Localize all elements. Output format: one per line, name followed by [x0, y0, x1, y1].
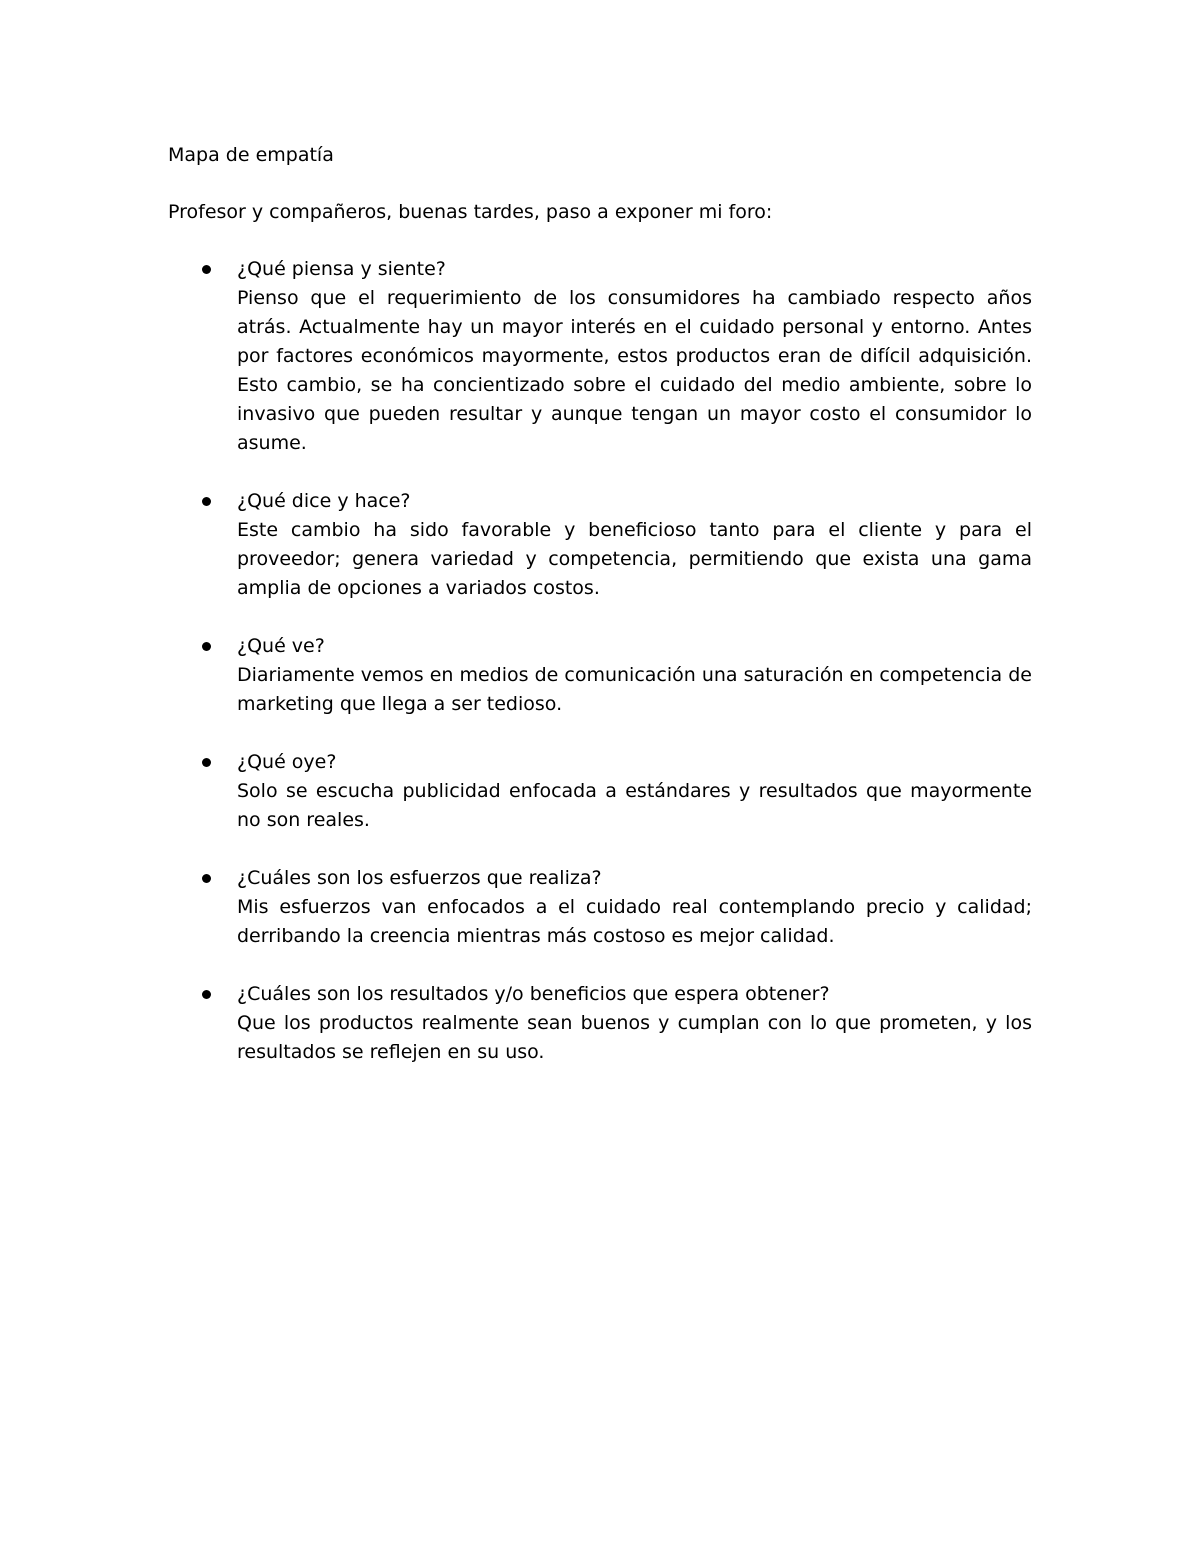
item-question: ¿Qué oye?	[237, 751, 337, 773]
list-item	[168, 980, 1032, 1067]
bullet-icon	[202, 497, 211, 506]
page-title: Mapa de empatía	[168, 144, 334, 166]
item-answer: Que los productos realmente sean buenos y cumplan con lo que prometen, y los resultados se reflejen en su uso.	[237, 1012, 1032, 1063]
item-answer: Pienso que el requerimiento de los consumidores ha cambiado respecto años atrás. Actualmente hay un mayor interés en el cuidado personal y entorno. Antes por factores económicos mayormente, estos productos eran de difícil adquisición. Esto cambio, se ha concientizado sobre el cuidado del medio ambiente, sobre lo invasivo que pueden resultar y aunque tengan un mayor costo el consumidor lo asume.	[237, 287, 1032, 454]
item-question: ¿Cuáles son los esfuerzos que realiza?	[237, 867, 602, 889]
list-item	[168, 748, 1032, 835]
list-item	[168, 632, 1032, 719]
list-item	[168, 864, 1032, 951]
list-item	[168, 255, 1032, 458]
intro-paragraph: Profesor y compañeros, buenas tardes, paso a exponer mi foro:	[168, 201, 773, 223]
item-question: ¿Qué dice y hace?	[237, 490, 411, 512]
item-question: ¿Cuáles son los resultados y/o beneficios que espera obtener?	[237, 983, 830, 1005]
bullet-icon	[202, 874, 211, 883]
item-question: ¿Qué ve?	[237, 635, 325, 657]
list-item	[168, 487, 1032, 603]
bullet-icon	[202, 265, 211, 274]
question-list	[168, 255, 1032, 1096]
item-answer: Diariamente vemos en medios de comunicación una saturación en competencia de marketing que llega a ser tedioso.	[237, 664, 1032, 715]
bullet-icon	[202, 758, 211, 767]
bullet-icon	[202, 990, 211, 999]
item-answer: Solo se escucha publicidad enfocada a estándares y resultados que mayormente no son reales.	[237, 780, 1032, 831]
item-answer: Mis esfuerzos van enfocados a el cuidado real contemplando precio y calidad; derribando la creencia mientras más costoso es mejor calidad.	[237, 896, 1032, 947]
bullet-icon	[202, 642, 211, 651]
item-question: ¿Qué piensa y siente?	[237, 258, 446, 280]
item-answer: Este cambio ha sido favorable y beneficioso tanto para el cliente y para el proveedor; genera variedad y competencia, permitiendo que exista una gama amplia de opciones a variados costos.	[237, 519, 1032, 599]
